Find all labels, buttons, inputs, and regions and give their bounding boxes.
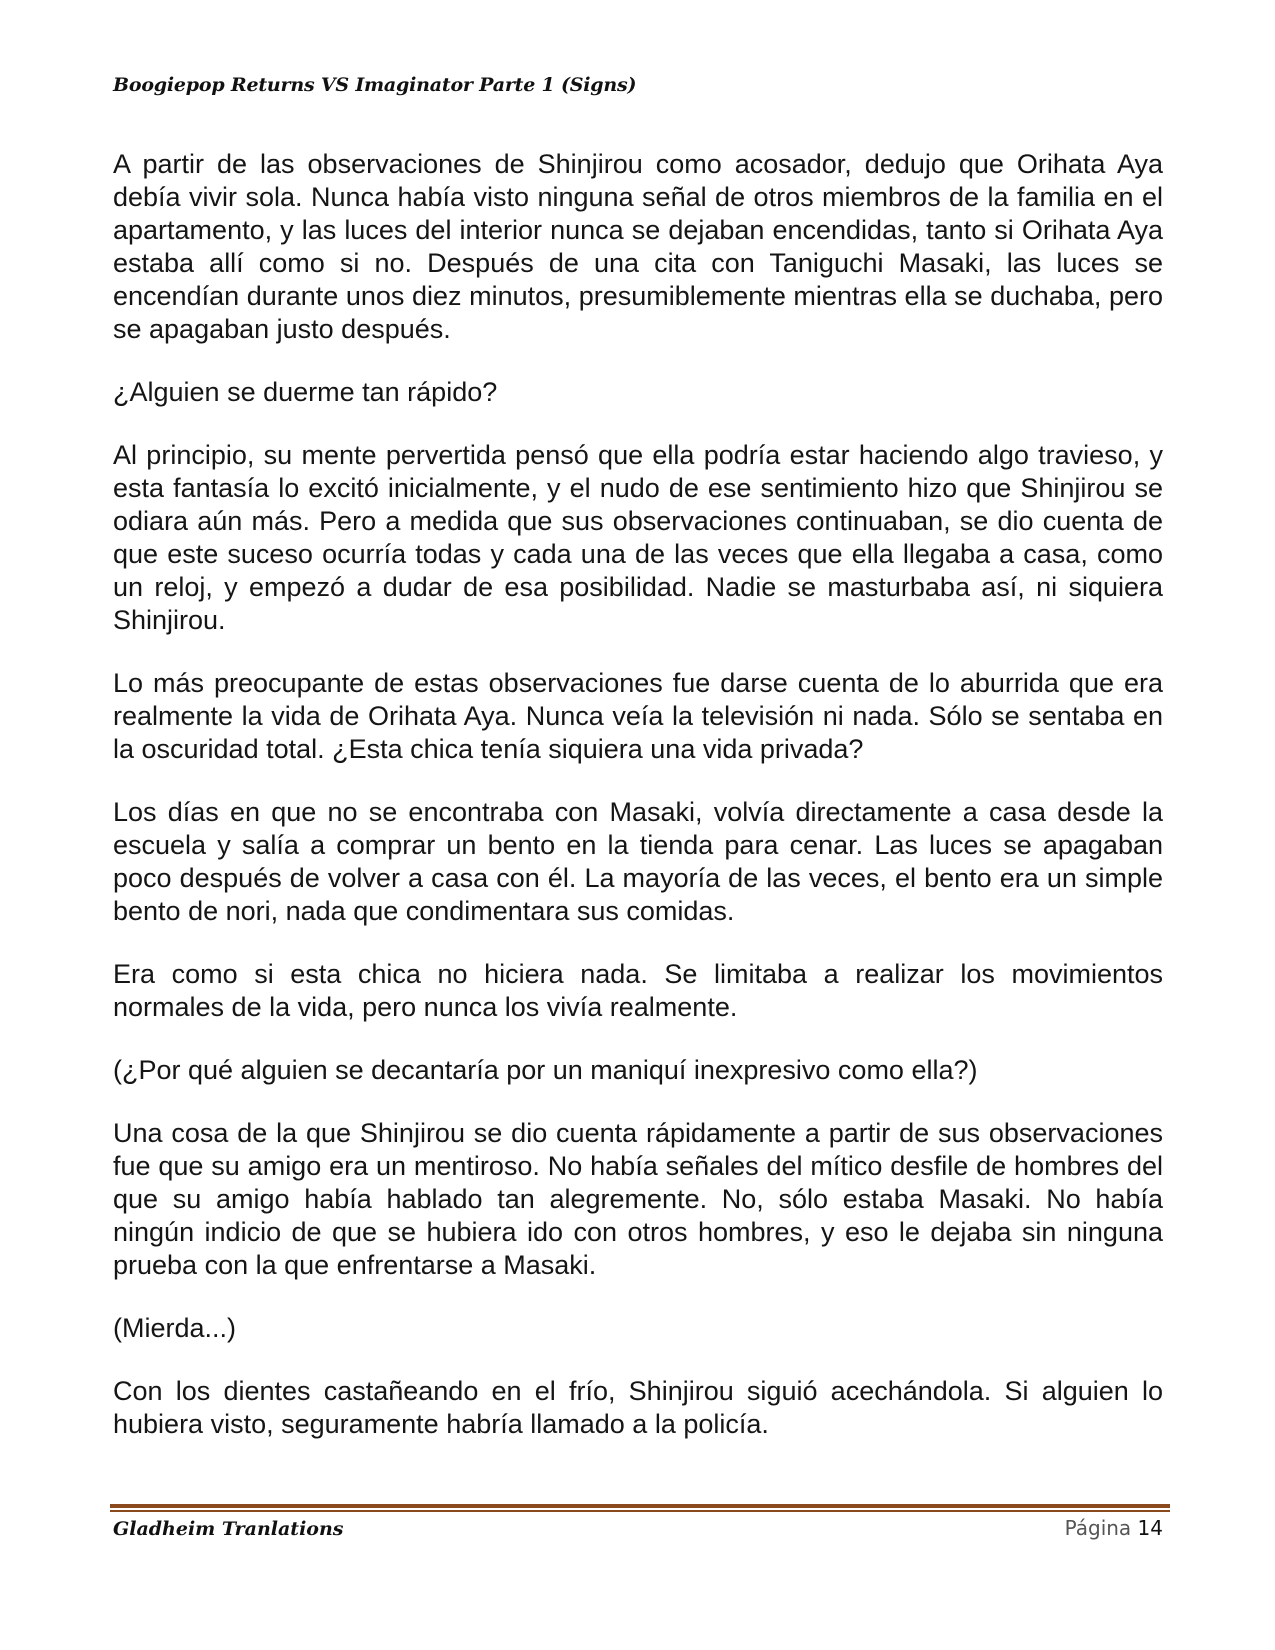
paragraph: Los días en que no se encontraba con Masaki, volvía directamente a casa desde la escuela y salía a comprar un bento en la tienda para cenar. Las luces se apagaban poco después de volver a casa con él. La mayoría de las veces, el bento era un simple bento de nori, nada que condimentara sus comidas. — [113, 797, 1163, 926]
paragraph: Era como si esta chica no hiciera nada. Se limitaba a realizar los movimientos normales de la vida, pero nunca los vivía realmente. — [113, 959, 1163, 1022]
paragraph: A partir de las observaciones de Shinjirou como acosador, dedujo que Orihata Aya debía vivir sola. Nunca había visto ninguna señal de otros miembros de la familia en el apartamento, y las luces del interior nunca se dejaban encendidas, tanto si Orihata Aya estaba allí como si no. Después de una cita con Taniguchi Masaki, las luces se encendían durante unos diez minutos, presumiblemente mientras ella se duchaba, pero se apagaban justo después. — [113, 149, 1163, 344]
page-indicator — [1065, 1516, 1163, 1540]
paragraph: Con los dientes castañeando en el frío, Shinjirou siguió acechándola. Si alguien lo hubiera visto, seguramente habría llamado a la policía. — [113, 1376, 1163, 1439]
footer-credit: Gladheim Tranlations — [113, 1518, 344, 1540]
footer-rule-thick — [110, 1504, 1170, 1508]
body-text — [113, 148, 1163, 1471]
running-header: Boogiepop Returns VS Imaginator Parte 1 (Signs) — [113, 74, 637, 96]
footer-divider — [110, 1504, 1170, 1512]
paragraph: (¿Por qué alguien se decantaría por un maniquí inexpresivo como ella?) — [113, 1055, 978, 1085]
paragraph: ¿Alguien se duerme tan rápido? — [113, 377, 498, 407]
page-label: Página — [1064, 1516, 1138, 1540]
paragraph: Una cosa de la que Shinjirou se dio cuenta rápidamente a partir de sus observaciones fue que su amigo era un mentiroso. No había señales del mítico desfile de hombres del que su amigo había hablado tan alegremente. No, sólo estaba Masaki. No había ningún indicio de que se hubiera ido con otros hombres, y eso le dejaba sin ninguna prueba con la que enfrentarse a Masaki. — [113, 1118, 1163, 1280]
paragraph: (Mierda...) — [113, 1313, 237, 1343]
paragraph: Lo más preocupante de estas observaciones fue darse cuenta de lo aburrida que era realmente la vida de Orihata Aya. Nunca veía la televisión ni nada. Sólo se sentaba en la oscuridad total. ¿Esta chica tenía siquiera una vida privada? — [113, 668, 1163, 764]
footer-rule-thin — [110, 1510, 1170, 1512]
page-number: 14 — [1137, 1516, 1163, 1540]
paragraph: Al principio, su mente pervertida pensó que ella podría estar haciendo algo travieso, y esta fantasía lo excitó inicialmente, y el nudo de ese sentimiento hizo que Shinjirou se odiara aún más. Pero a medida que sus observaciones continuaban, se dio cuenta de que este suceso ocurría todas y cada una de las veces que ella llegaba a casa, como un reloj, y empezó a dudar de esa posibilidad. Nadie se masturbaba así, ni siquiera Shinjirou. — [113, 440, 1163, 635]
